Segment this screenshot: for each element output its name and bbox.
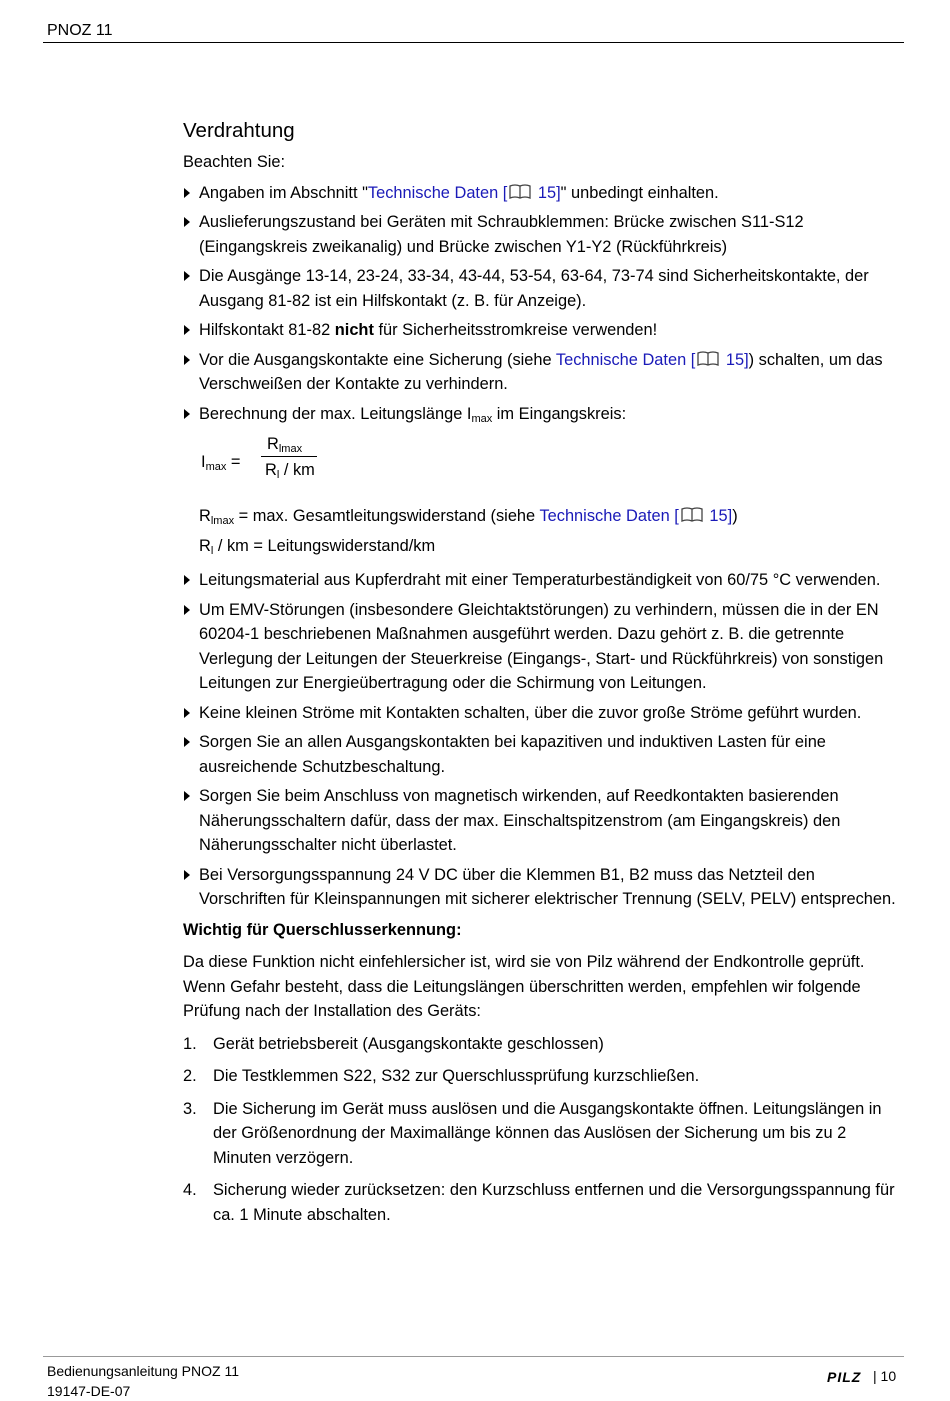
- step-text: Die Sicherung im Gerät muss auslösen und die Ausgangskontakte öffnen. Leitungslängen in der Größenordnung der Maximallänge können das Auslösen der Sicherung um bis zu 2 Minuten verzögern.: [213, 1099, 882, 1167]
- intro-text: Beachten Sie:: [183, 153, 286, 171]
- test-steps-list: [183, 1032, 897, 1228]
- section-title: Verdrahtung: [183, 119, 295, 142]
- bullet-arrow-icon: [184, 605, 190, 615]
- list-item: [183, 863, 897, 912]
- imax-formula: [201, 436, 897, 498]
- formula-symbol: R: [265, 461, 277, 479]
- book-icon: [508, 183, 532, 200]
- list-item: [183, 1178, 897, 1227]
- bullet-text: für Sicherheitsstromkreise verwenden!: [373, 321, 658, 339]
- list-item: [183, 1064, 897, 1089]
- note-title: Wichtig für Querschlusserkennung:: [183, 920, 462, 939]
- bullet-text: Die Ausgänge 13-14, 23-24, 33-34, 43-44, 53-54, 63-64, 73-74 sind Sicherheitskontakte, der Ausgang 81-82 ist ein Hilfskontakt (z. B. für Anzeige).: [199, 267, 869, 310]
- bullet-text: Um EMV-Störungen (insbesondere Gleichtaktstörungen) zu verhindern, müssen die in der EN 60204-1 beschriebenen Maßnahmen ausgeführt werden. Dazu gehört z. B. die getrennte Verlegung der Leitungen der Steuerkreise (Eingangs-, Start- und Rückführkreis) von sonstigen Leitungen zur Energieübertragung oder die Schirmung von Leitungen.: [199, 600, 884, 692]
- bullet-text: Keine kleinen Ströme mit Kontakten schalten, über die zuvor große Ströme geführt wurden.: [199, 703, 862, 722]
- technische-daten-link[interactable]: [539, 507, 732, 525]
- list-item: [183, 402, 897, 432]
- bullet-text: ) schalten, um das Verschweißen der Kontakte zu verhindern.: [199, 350, 883, 393]
- link-ref: 15]: [721, 350, 749, 369]
- bullet-arrow-icon: [184, 409, 190, 419]
- bullet-text: Bei Versorgungsspannung 24 V DC über die Klemmen B1, B2 muss das Netzteil den Vorschriften für Kleinspannungen mit sicherer elektrischer Trennung (SELV, PELV) entsprechen.: [199, 865, 896, 908]
- step-number: 2.: [183, 1067, 197, 1085]
- bullet-arrow-icon: [184, 737, 190, 747]
- bullet-text: Auslieferungszustand bei Geräten mit Schraubklemmen: Brücke zwischen S11-S12 (Eingangskreis zweikanalig) und Brücke zwischen Y1-Y2 (Rückführkreis): [199, 213, 804, 256]
- step-text: Die Testklemmen S22, S32 zur Querschlussprüfung kurzschließen.: [213, 1067, 700, 1085]
- bullet-text: Sorgen Sie beim Anschluss von magnetisch wirkenden, auf Reedkontakten basierenden Näherungsschaltern dafür, dass der max. Einschaltspitzenstrom (am Eingangskreis) den Näherungsschalter nicht überlastet.: [199, 787, 841, 854]
- subscript: lmax: [278, 443, 303, 455]
- fraction-bar: [261, 456, 317, 457]
- list-item: [183, 264, 897, 313]
- formula-symbol: I: [201, 453, 206, 471]
- definition-text: ): [732, 507, 738, 525]
- list-item: [183, 348, 897, 397]
- subscript: lmax: [210, 515, 235, 527]
- bullet-text: " unbedingt einhalten.: [560, 183, 719, 202]
- list-item: [183, 730, 897, 779]
- step-number: 4.: [183, 1181, 197, 1199]
- footer-doc-number: 19147-DE-07: [47, 1383, 131, 1399]
- book-icon: [696, 350, 720, 367]
- bullet-emphasis: nicht: [334, 321, 374, 339]
- formula-definitions: [183, 504, 897, 563]
- page-number: | 10: [873, 1368, 897, 1384]
- subscript: l: [210, 544, 214, 557]
- subscript: max: [205, 461, 227, 473]
- list-item: [183, 1032, 897, 1057]
- bullet-arrow-icon: [184, 217, 190, 227]
- link-text: Technische Daten [: [539, 507, 679, 525]
- link-text: Technische Daten [: [367, 183, 508, 202]
- section-verdrahtung: [183, 118, 897, 1235]
- formula-denominator: [265, 458, 315, 488]
- header-title: PNOZ 11: [47, 22, 113, 39]
- bullet-text: Hilfskontakt 81-82: [199, 321, 335, 339]
- footer-doc-title: Bedienungsanleitung PNOZ 11: [47, 1363, 239, 1379]
- subscript: l: [276, 469, 280, 481]
- footer-rule: [43, 1356, 904, 1357]
- header-rule: [43, 42, 904, 43]
- note-text: Da diese Funktion nicht einfehlersicher ist, wird sie von Pilz während der Endkontrolle geprüft. Wenn Gefahr besteht, dass die Leitungslängen überschritten werden, empfehlen wir folgende Prüfung nach der Installation des Geräts:: [183, 953, 865, 1020]
- bullet-arrow-icon: [184, 355, 190, 365]
- bullet-text: Leitungsmaterial aus Kupferdraht mit einer Temperaturbeständigkeit von 60/75 °C verwenden.: [199, 571, 881, 589]
- footer-info: [47, 1361, 239, 1401]
- definition-text: / km = Leitungswiderstand/km: [213, 536, 436, 555]
- step-number: 1.: [183, 1034, 197, 1053]
- technische-daten-link[interactable]: [556, 351, 749, 369]
- bullet-text: Berechnung der max. Leitungslänge I: [199, 404, 472, 423]
- list-item: [183, 210, 897, 259]
- definition-rlmax: [199, 504, 897, 534]
- list-item: [183, 568, 897, 593]
- bullet-arrow-icon: [184, 325, 190, 335]
- book-icon: [680, 506, 704, 523]
- list-item: [183, 784, 897, 858]
- step-text: Gerät betriebsbereit (Ausgangskontakte geschlossen): [213, 1034, 604, 1053]
- subscript: max: [471, 412, 493, 425]
- list-item: [183, 701, 897, 726]
- formula-lhs: [201, 450, 240, 480]
- bullet-arrow-icon: [184, 870, 190, 880]
- technische-daten-link[interactable]: [368, 184, 561, 202]
- bullet-arrow-icon: [184, 188, 190, 198]
- bullet-arrow-icon: [184, 575, 190, 585]
- formula-symbol: R: [199, 507, 211, 525]
- definition-rl: [199, 534, 897, 564]
- bullet-text: Angaben im Abschnitt ": [199, 183, 368, 202]
- formula-symbol: R: [267, 435, 279, 453]
- formula-unit: / km: [279, 461, 315, 479]
- bullet-text: im Eingangskreis:: [492, 404, 627, 423]
- link-ref: 15]: [704, 507, 733, 525]
- bullet-arrow-icon: [184, 708, 190, 718]
- pilz-logo: PILZ: [827, 1369, 862, 1385]
- bullet-arrow-icon: [184, 271, 190, 281]
- list-item: [183, 181, 897, 206]
- link-text: Technische Daten [: [555, 350, 696, 369]
- step-number: 3.: [183, 1099, 197, 1118]
- list-item: [183, 1097, 897, 1171]
- bullet-text: Vor die Ausgangskontakte eine Sicherung (siehe: [199, 350, 556, 369]
- step-text: Sicherung wieder zurücksetzen: den Kurzschluss entfernen und die Versorgungsspannung für ca. 1 Minute abschalten.: [213, 1181, 895, 1224]
- formula-equals: =: [226, 453, 241, 471]
- list-item: [183, 598, 897, 696]
- definition-text: = max. Gesamtleitungswiderstand (siehe: [234, 507, 540, 525]
- list-item: [183, 318, 897, 343]
- bullet-text: Sorgen Sie an allen Ausgangskontakten bei kapazitiven und induktiven Lasten für eine ausreichende Schutzbeschaltung.: [199, 733, 826, 776]
- formula-symbol: R: [199, 536, 211, 555]
- bullet-arrow-icon: [184, 791, 190, 801]
- link-ref: 15]: [533, 183, 561, 202]
